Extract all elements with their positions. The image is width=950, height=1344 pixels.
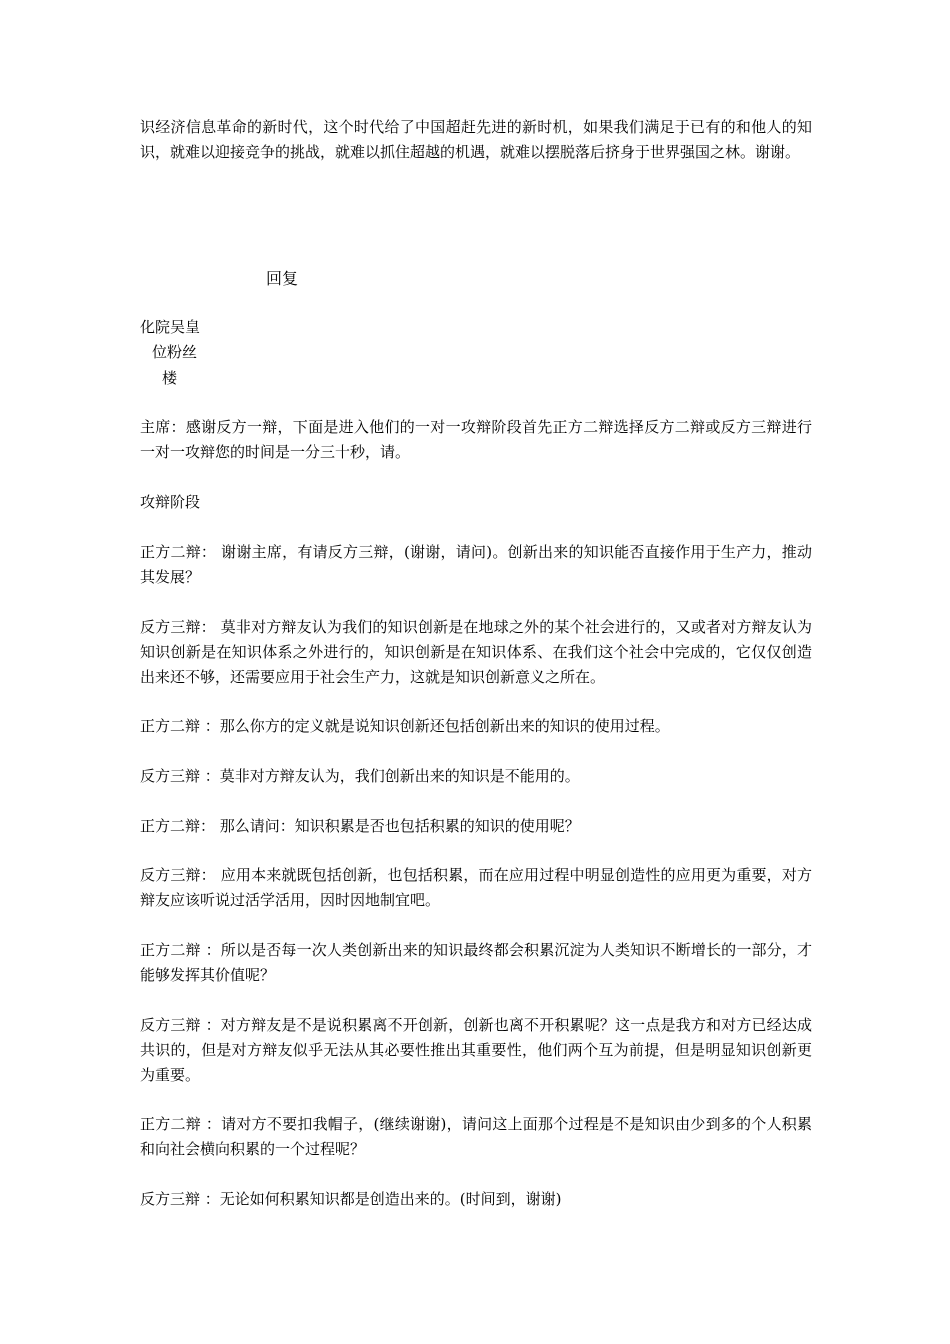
post-floor-label: 楼 [162,369,178,387]
debate-paragraph: 反方三辩 ：无论如何积累知识都是创造出来的。(时间到，谢谢) [140,1190,562,1208]
intro-paragraph: 识经济信息革命的新时代，这个时代给了中国超赶先进的新时机，如果我们满足于已有的和他人的知识，就难以迎接竞争的挑战，就难以抓住超越的机遇，就难以摆脱落后挤身于世界强国之林。谢谢。 [140,118,812,161]
section-heading: 攻辩阶段 [140,493,201,511]
reply-link[interactable]: 回复 [266,269,299,288]
debate-paragraph: 正方二辩： 谢谢主席，有请反方三辩，(谢谢，请问)。创新出来的知识能否直接作用于生产力，推动其发展？ [140,543,812,586]
debate-paragraph: 反方三辩： 应用本来就既包括创新，也包括积累，而在应用过程中明显创造性的应用更为重要，对方辩友应该听说过活学活用，因时因地制宜吧。 [140,866,812,909]
debate-paragraph: 正方二辩 ：请对方不要扣我帽子，(继续谢谢)，请问这上面那个过程是不是知识由少到多的个人积累和向社会横向积累的一个过程呢？ [140,1115,812,1158]
debate-paragraph: 正方二辩： 那么请问：知识积累是否也包括积累的知识的使用呢？ [140,817,580,835]
debate-paragraph: 反方三辩 ：对方辩友是不是说积累离不开创新，创新也离不开积累呢？这一点是我方和对方已经达成共识的，但是对方辩友似乎无法从其必要性推出其重要性，他们两个互为前提，但是明显知识创新更为重要。 [140,1016,812,1084]
debate-paragraph: 正方二辩 ：那么你方的定义就是说知识创新还包括创新出来的知识的使用过程。 [140,717,670,735]
debate-paragraph: 反方三辩 ：莫非对方辩友认为，我们创新出来的知识是不能用的。 [140,767,580,785]
post-fans-label: 位粉丝 [152,343,198,361]
debate-paragraph: 反方三辩： 莫非对方辩友认为我们的知识创新是在地球之外的某个社会进行的，又或者对方辩友认为知识创新是在知识体系之外进行的，知识创新是在知识体系、在我们这个社会中完成的，它仅仅创造出来还不够，还需要应用于社会生产力，这就是知识创新意义之所在。 [140,618,812,686]
debate-paragraph: 正方二辩 ：所以是否每一次人类创新出来的知识最终都会积累沉淀为人类知识不断增长的一部分，才能够发挥其价值呢？ [140,941,812,984]
chair-paragraph: 主席：感谢反方一辩，下面是进入他们的一对一攻辩阶段首先正方二辩选择反方二辩或反方三辩进行一对一攻辩您的时间是一分三十秒，请。 [140,418,812,461]
post-author: 化院吴皇 [140,318,201,336]
